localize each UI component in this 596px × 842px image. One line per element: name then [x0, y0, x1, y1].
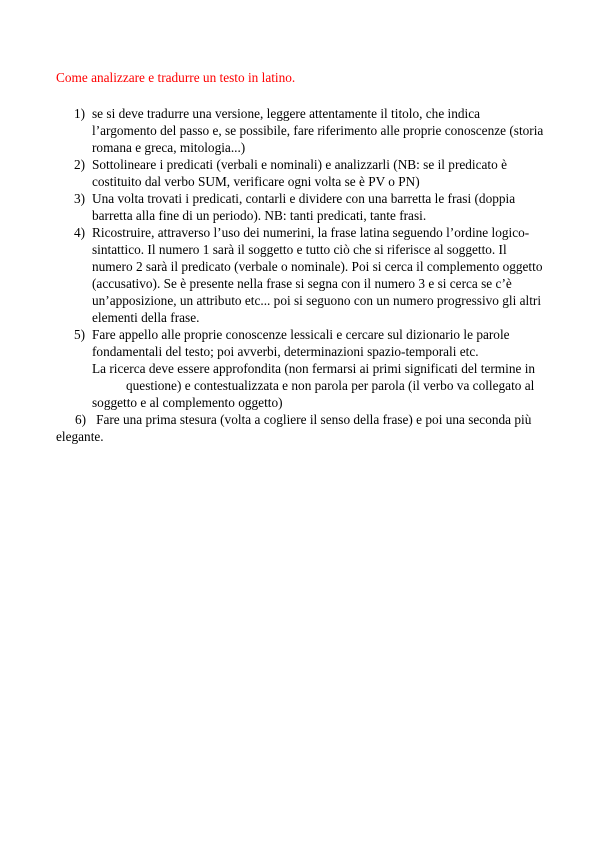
list-item-number: 2): [74, 157, 86, 172]
list-item-number: 5): [74, 327, 86, 342]
document-page: [56, 69, 546, 445]
list-item-number: 3): [74, 191, 86, 206]
list-item-number: 4): [74, 225, 86, 240]
list-item: [56, 190, 546, 224]
steps-list: [56, 105, 546, 411]
list-item-last: [56, 411, 546, 445]
list-item-extra-start: La ricerca deve essere approfondita (non fermarsi ai primi significati del termine in: [92, 361, 536, 376]
list-item: [56, 156, 546, 190]
list-item-text: Ricostruire, attraverso l’uso dei numerini, la frase latina seguendo l’ordine logico-sintattico. Il numero 1 sarà il soggetto e tutto ciò che si riferisce al soggetto. Il numero 2 sarà il predicato (verbale o nominale). Poi si cerca il complemento oggetto (accusativo). Se è presente nella frase si segna con il numero 3 e si cerca se c’è un’apposizione, un attributo etc... poi si seguono con un numero progressivo gli altri elementi della frase.: [92, 225, 543, 325]
list-item-text: Sottolineare i predicati (verbali e nominali) e analizzarli (NB: se il predicato è costituito dal verbo SUM, verificare ogni volta se è PV o PN): [92, 157, 507, 189]
document-title: Come analizzare e tradurre un testo in latino.: [56, 70, 296, 85]
list-item-number: 6): [75, 412, 87, 427]
list-item-text: Fare una prima stesura (volta a cogliere il senso della frase) e poi una seconda più elegante.: [56, 412, 532, 444]
list-item-number: 1): [74, 106, 86, 121]
list-item: [56, 105, 546, 156]
list-item-extra-end: questione) e contestualizzata e non parola per parola (il verbo va collegato al soggetto e al complemento oggetto): [92, 378, 535, 410]
list-item-text: Una volta trovati i predicati, contarli e dividere con una barretta le frasi (doppia barretta alla fine di un periodo). NB: tanti predicati, tante frasi.: [92, 191, 516, 223]
list-item-text: se si deve tradurre una versione, leggere attentamente il titolo, che indica l’argomento del passo e, se possibile, fare riferimento alle proprie conoscenze (storia romana e greca, mitologia...): [92, 106, 544, 155]
list-item-extra: [92, 360, 546, 411]
list-item: [56, 224, 546, 326]
list-item-text: Fare appello alle proprie conoscenze lessicali e cercare sul dizionario le parole fondamentali del testo; poi avverbi, determinazioni spazio-temporali etc.: [92, 327, 510, 359]
list-item: [56, 326, 546, 411]
